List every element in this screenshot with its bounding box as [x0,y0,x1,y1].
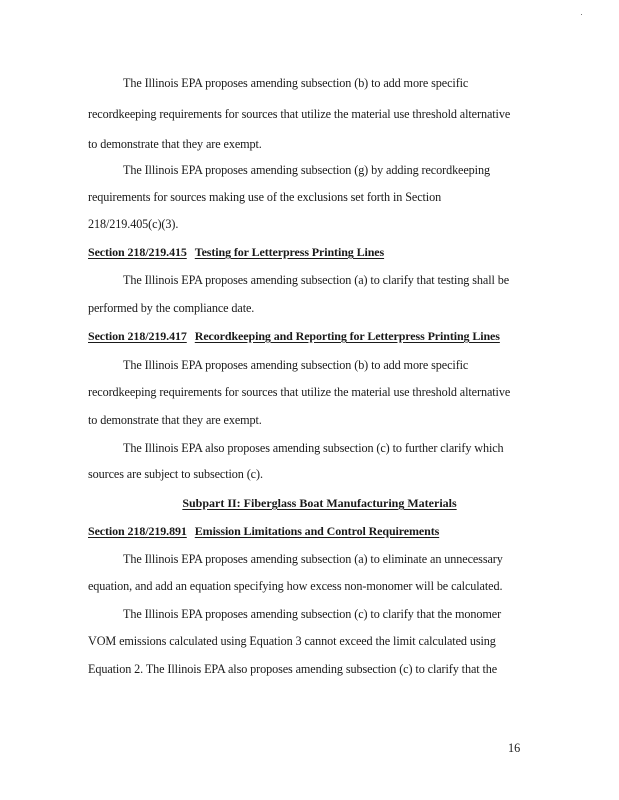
paragraph-line: The Illinois EPA proposes amending subsection (a) to clarify that testing shall be [123,273,510,287]
subpart-heading: Subpart II: Fiberglass Boat Manufacturing Materials [182,496,457,510]
paragraph-line: The Illinois EPA also proposes amending subsection (c) to further clarify which [123,441,504,455]
section-number: Section 218/219.891 [88,524,187,538]
paragraph-line: VOM emissions calculated using Equation 3 cannot exceed the limit calculated using [88,634,496,648]
paragraph-line: recordkeeping requirements for sources that utilize the material use threshold alternative [88,385,511,399]
paragraph-line: The Illinois EPA proposes amending subsection (b) to add more specific [123,76,469,90]
section-heading-415 [88,244,384,260]
section-number: Section 218/219.417 [88,329,187,343]
scan-speck [581,14,582,15]
paragraph-line: Equation 2. The Illinois EPA also proposes amending subsection (c) to clarify that the [88,662,498,676]
paragraph-line: to demonstrate that they are exempt. [88,413,262,427]
section-title: Emission Limitations and Control Requirements [194,524,440,538]
paragraph-line: 218/219.405(c)(3). [88,217,179,231]
paragraph-line: The Illinois EPA proposes amending subsection (c) to clarify that the monomer [123,607,502,621]
paragraph-line: performed by the compliance date. [88,301,255,315]
section-heading-417 [88,328,500,344]
page-number: 16 [508,741,521,755]
paragraph-line: The Illinois EPA proposes amending subsection (g) by adding recordkeeping [123,163,490,177]
section-number: Section 218/219.415 [88,245,187,259]
paragraph-line: recordkeeping requirements for sources that utilize the material use threshold alternative [88,107,511,121]
paragraph-line: equation, and add an equation specifying how excess non-monomer will be calculated. [88,579,503,593]
paragraph-line: sources are subject to subsection (c). [88,467,263,481]
paragraph-line: The Illinois EPA proposes amending subsection (a) to eliminate an unnecessary [123,552,503,566]
paragraph-line: requirements for sources making use of the exclusions set forth in Section [88,190,442,204]
section-title: Testing for Letterpress Printing Lines [194,245,385,259]
section-heading-891 [88,523,439,539]
paragraph-line: to demonstrate that they are exempt. [88,137,262,151]
paragraph-line: The Illinois EPA proposes amending subsection (b) to add more specific [123,358,469,372]
section-title: Recordkeeping and Reporting for Letterpress Printing Lines [194,329,500,343]
